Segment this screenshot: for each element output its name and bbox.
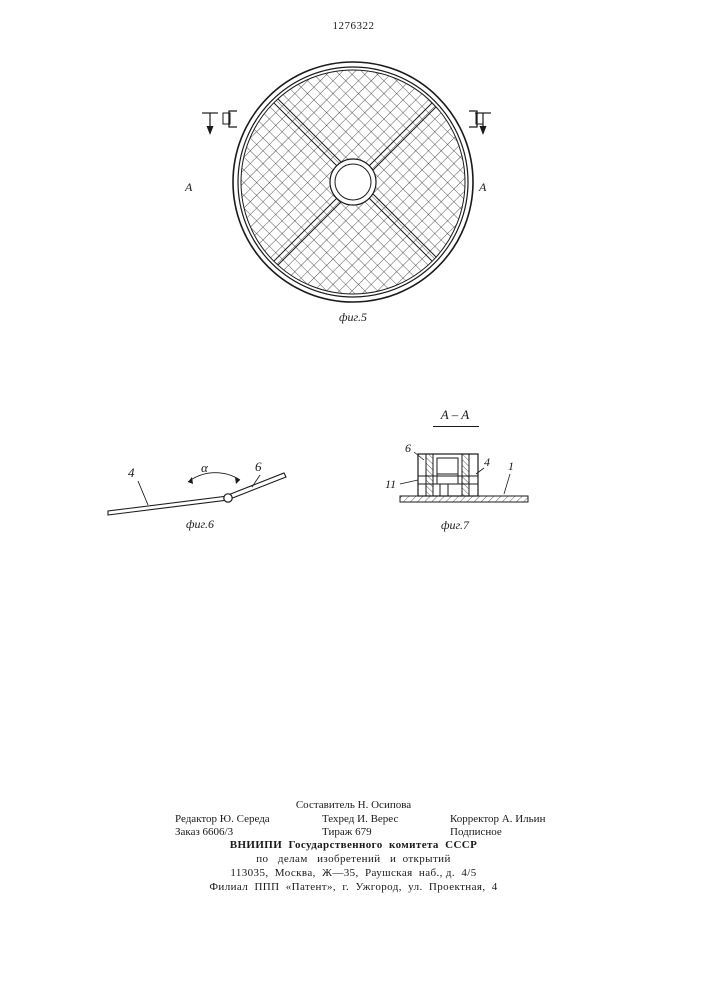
svg-text:1: 1 <box>508 459 514 473</box>
colophon-credits-row <box>0 812 707 825</box>
section-label-a-right: A <box>479 180 487 194</box>
figure-7-caption: фиг.7 <box>440 518 470 532</box>
colophon-corrector: Корректор А. Ильин <box>450 813 546 826</box>
colophon-order: Заказ 6606/3 <box>175 826 234 839</box>
section-view-underline <box>433 426 479 427</box>
colophon-editor: Редактор Ю. Середа <box>175 813 270 826</box>
patent-number: 1276322 <box>332 20 375 32</box>
colophon-address: 113035, Москва, Ж—35, Раушская наб., д. 4/5 <box>230 867 477 880</box>
figure-6-drawing <box>100 455 300 525</box>
colophon-subscription: Подписное <box>450 826 502 839</box>
colophon-institute-line-1: ВНИИПИ Государственного комитета СССР <box>229 839 478 852</box>
svg-text:4: 4 <box>484 455 490 469</box>
svg-text:4: 4 <box>128 465 135 480</box>
svg-text:α: α <box>201 460 208 475</box>
colophon <box>0 798 707 894</box>
svg-text:6: 6 <box>405 441 411 455</box>
colophon-branch: Филиал ППП «Патент», г. Ужгород, ул. Проектная, 4 <box>209 881 498 894</box>
section-view-title: A – A <box>440 407 470 422</box>
figure-5-caption: фиг.5 <box>338 310 368 324</box>
colophon-order-row <box>0 825 707 838</box>
figure-7-drawing <box>380 440 550 520</box>
colophon-institute-line-2: по делам изобретений и открытий <box>256 853 451 866</box>
figure-6-caption: фиг.6 <box>185 517 215 531</box>
colophon-compiler: Составитель Н. Осипова <box>295 799 412 811</box>
colophon-print-run: Тираж 679 <box>322 826 372 839</box>
colophon-techred: Техред И. Верес <box>322 813 399 826</box>
figure-5-drawing <box>193 55 513 330</box>
svg-text:11: 11 <box>385 477 397 491</box>
svg-text:6: 6 <box>255 459 262 474</box>
section-label-a-left: A <box>185 180 193 194</box>
